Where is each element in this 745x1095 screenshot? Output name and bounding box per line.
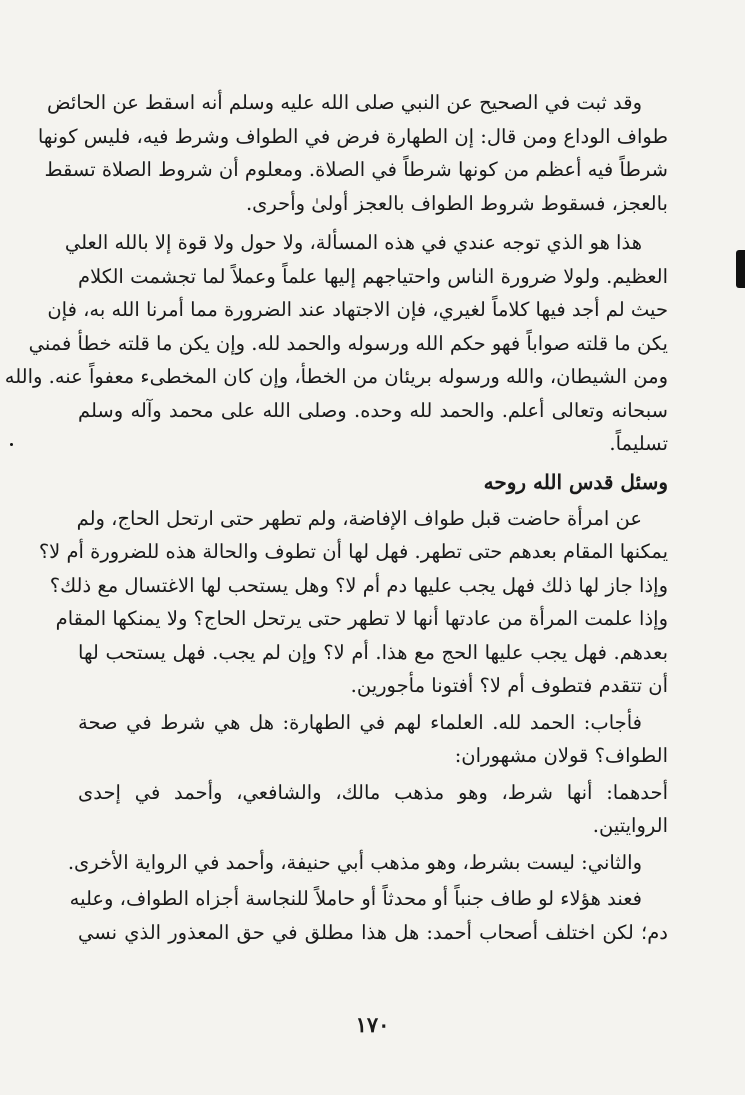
text-line: سبحانه وتعالى أعلم. والحمد لله وحده. وصلى الله على محمد وآله وسلم <box>78 398 668 422</box>
paragraph-tawaf-wada <box>37 86 668 220</box>
paragraph-second-opinion <box>67 846 668 880</box>
text-line: الطواف؟ قولان مشهوران: <box>454 744 668 767</box>
paragraph-conclusion <box>4 226 668 461</box>
text-line: وقد ثبت في الصحيح عن النبي صلى الله عليه وسلم أنه اسقط عن الحائض <box>46 91 642 114</box>
paragraph-answer <box>78 706 668 773</box>
text-line: فعند هؤلاء لو طاف جنباً أو محدثاً أو حاملاً للنجاسة أجزاه الطواف، وعليه <box>69 887 642 910</box>
section-heading: وسئل قدس الله روحه <box>483 469 668 494</box>
text-line: بالعجز، فسقوط شروط الطواف بالعجز أولىٰ وأحرى. <box>245 191 668 215</box>
text-line: يمكنها المقام بعدهم حتى تطهر. فهل لها أن تطوف والحالة هذه للضرورة أم لا؟ <box>38 540 668 563</box>
scan-dot-mark <box>10 443 13 446</box>
text-line: دم؛ لكن اختلف أصحاب أحمد: هل هذا مطلق في حق المعذور الذي نسي <box>78 920 668 944</box>
page-body <box>4 86 668 952</box>
text-line: ومن الشيطان، والله ورسوله بريئان من الخطأ، وإن كان المخطىء معفواً عنه. والله <box>4 365 668 388</box>
text-line: أحدهما: أنها شرط، وهو مذهب مالك، والشافعي، وأحمد في إحدى <box>78 780 668 804</box>
text-line: الروايتين. <box>592 814 668 837</box>
text-line: هذا هو الذي توجه عندي في هذه المسألة، ولا حول ولا قوة إلا بالله العلي <box>64 231 642 254</box>
text-line: وإذا علمت المرأة من عادتها أنها لا تطهر حتى يرتحل الحاج؟ ولا يمنكها المقام <box>55 607 668 630</box>
text-line: يكن ما قلته صواباً فهو حكم الله ورسوله والحمد لله. وإن يكن ما قلته خطأ فمني <box>28 331 668 355</box>
text-line: العظيم. ولولا ضرورة الناس واحتياجهم إليها علماً وعملاً لما تجشمت الكلام <box>78 264 668 288</box>
page-number: ١٧٠ <box>355 1012 390 1037</box>
text-line: شرطاً فيه أعظم من كونها شرطاً في الصلاة. ومعلوم أن شروط الصلاة تسقط <box>44 158 668 181</box>
text-line: طواف الوداع ومن قال: إن الطهارة فرض في الطواف وشرط فيه، فليس كونها <box>37 124 668 148</box>
page-edge-mark <box>736 250 745 288</box>
paragraph-first-opinion <box>78 776 668 843</box>
text-line: فأجاب: الحمد لله. العلماء لهم في الطهارة: هل هي شرط في صحة <box>78 710 642 734</box>
text-line: وإذا جاز لها ذلك فهل يجب عليها دم أم لا؟ وهل يستحب لها الاغتسال مع ذلك؟ <box>49 573 668 597</box>
text-line: حيث لم أجد فيها كلاماً لغيري، فإن الاجتهاد عند الضرورة مما أمرنا الله به، فإن <box>47 298 668 321</box>
text-line: عن امرأة حاضت قبل طواف الإفاضة، ولم تطهر حتى ارتحل الحاج، ولم <box>76 506 642 530</box>
paragraph-consequence <box>69 882 668 949</box>
text-line: بعدهم. فهل يجب عليها الحج مع هذا. أم لا؟ وإن لم يجب. فهل يستحب لها <box>78 640 668 664</box>
text-line: أن تتقدم فتطوف أم لا؟ أفتونا مأجورين. <box>350 674 668 697</box>
text-line: تسليماً. <box>609 432 668 455</box>
text-line: والثاني: ليست بشرط، وهو مذهب أبي حنيفة، وأحمد في الرواية الأخرى. <box>67 850 642 874</box>
paragraph-question <box>38 502 668 703</box>
